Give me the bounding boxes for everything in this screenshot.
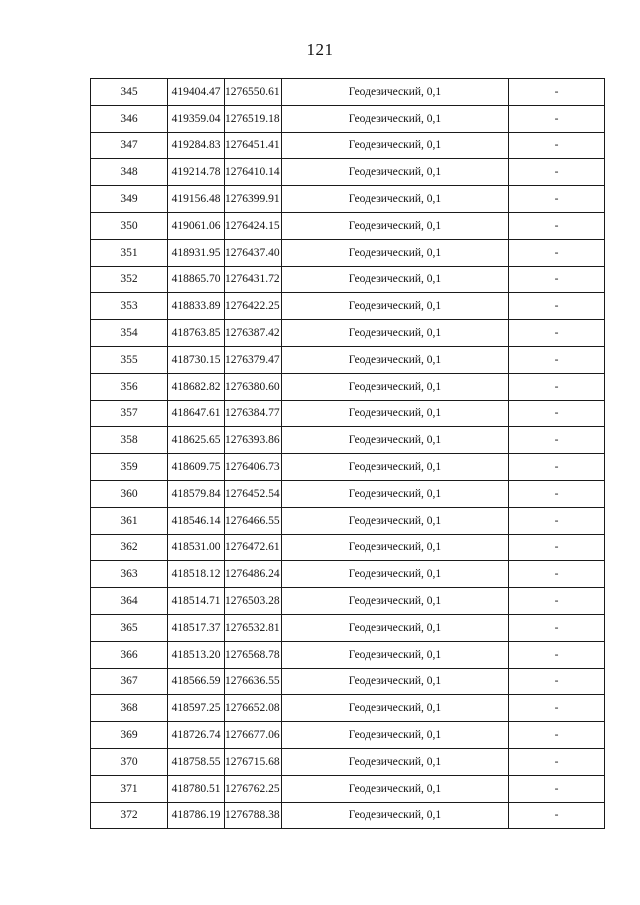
y-coordinate-cell: 1276568.78: [225, 641, 282, 668]
y-coordinate-cell: 1276384.77: [225, 400, 282, 427]
note-cell: -: [509, 454, 605, 481]
point-number-cell: 368: [91, 695, 168, 722]
note-cell: -: [509, 695, 605, 722]
point-number-cell: 365: [91, 614, 168, 641]
x-coordinate-cell: 418531.00: [168, 534, 225, 561]
method-accuracy-cell: Геодезический, 0,1: [282, 400, 509, 427]
table-row: [91, 668, 605, 695]
table-row: [91, 695, 605, 722]
method-accuracy-cell: Геодезический, 0,1: [282, 293, 509, 320]
table-row: [91, 561, 605, 588]
point-number-cell: 359: [91, 454, 168, 481]
note-cell: -: [509, 346, 605, 373]
x-coordinate-cell: 418518.12: [168, 561, 225, 588]
x-coordinate-cell: 418579.84: [168, 480, 225, 507]
note-cell: -: [509, 79, 605, 106]
point-number-cell: 372: [91, 802, 168, 829]
note-cell: -: [509, 614, 605, 641]
table-row: [91, 400, 605, 427]
note-cell: -: [509, 373, 605, 400]
x-coordinate-cell: 418780.51: [168, 775, 225, 802]
x-coordinate-cell: 419214.78: [168, 159, 225, 186]
table-row: [91, 239, 605, 266]
method-accuracy-cell: Геодезический, 0,1: [282, 212, 509, 239]
method-accuracy-cell: Геодезический, 0,1: [282, 427, 509, 454]
table-row: [91, 454, 605, 481]
method-accuracy-cell: Геодезический, 0,1: [282, 186, 509, 213]
note-cell: -: [509, 480, 605, 507]
table-row: [91, 534, 605, 561]
y-coordinate-cell: 1276636.55: [225, 668, 282, 695]
y-coordinate-cell: 1276472.61: [225, 534, 282, 561]
table-row: [91, 748, 605, 775]
point-number-cell: 353: [91, 293, 168, 320]
table-row: [91, 480, 605, 507]
method-accuracy-cell: Геодезический, 0,1: [282, 239, 509, 266]
method-accuracy-cell: Геодезический, 0,1: [282, 748, 509, 775]
point-number-cell: 348: [91, 159, 168, 186]
note-cell: -: [509, 588, 605, 615]
point-number-cell: 346: [91, 105, 168, 132]
point-number-cell: 363: [91, 561, 168, 588]
y-coordinate-cell: 1276437.40: [225, 239, 282, 266]
method-accuracy-cell: Геодезический, 0,1: [282, 480, 509, 507]
x-coordinate-cell: 418763.85: [168, 320, 225, 347]
note-cell: -: [509, 668, 605, 695]
coordinates-table: [90, 78, 605, 829]
x-coordinate-cell: 418514.71: [168, 588, 225, 615]
y-coordinate-cell: 1276788.38: [225, 802, 282, 829]
y-coordinate-cell: 1276762.25: [225, 775, 282, 802]
y-coordinate-cell: 1276503.28: [225, 588, 282, 615]
x-coordinate-cell: 418865.70: [168, 266, 225, 293]
method-accuracy-cell: Геодезический, 0,1: [282, 266, 509, 293]
y-coordinate-cell: 1276677.06: [225, 722, 282, 749]
point-number-cell: 350: [91, 212, 168, 239]
method-accuracy-cell: Геодезический, 0,1: [282, 641, 509, 668]
table-row: [91, 722, 605, 749]
x-coordinate-cell: 418566.59: [168, 668, 225, 695]
point-number-cell: 355: [91, 346, 168, 373]
point-number-cell: 369: [91, 722, 168, 749]
x-coordinate-cell: 419156.48: [168, 186, 225, 213]
point-number-cell: 354: [91, 320, 168, 347]
note-cell: -: [509, 534, 605, 561]
x-coordinate-cell: 418513.20: [168, 641, 225, 668]
table-row: [91, 159, 605, 186]
y-coordinate-cell: 1276424.15: [225, 212, 282, 239]
table-row: [91, 427, 605, 454]
x-coordinate-cell: 418833.89: [168, 293, 225, 320]
y-coordinate-cell: 1276715.68: [225, 748, 282, 775]
point-number-cell: 361: [91, 507, 168, 534]
table-row: [91, 641, 605, 668]
y-coordinate-cell: 1276410.14: [225, 159, 282, 186]
method-accuracy-cell: Геодезический, 0,1: [282, 561, 509, 588]
note-cell: -: [509, 561, 605, 588]
point-number-cell: 371: [91, 775, 168, 802]
table-row: [91, 320, 605, 347]
x-coordinate-cell: 418517.37: [168, 614, 225, 641]
method-accuracy-cell: Геодезический, 0,1: [282, 668, 509, 695]
x-coordinate-cell: 418546.14: [168, 507, 225, 534]
point-number-cell: 360: [91, 480, 168, 507]
note-cell: -: [509, 105, 605, 132]
x-coordinate-cell: 419404.47: [168, 79, 225, 106]
y-coordinate-cell: 1276431.72: [225, 266, 282, 293]
method-accuracy-cell: Геодезический, 0,1: [282, 454, 509, 481]
note-cell: -: [509, 748, 605, 775]
note-cell: -: [509, 775, 605, 802]
method-accuracy-cell: Геодезический, 0,1: [282, 775, 509, 802]
method-accuracy-cell: Геодезический, 0,1: [282, 534, 509, 561]
method-accuracy-cell: Геодезический, 0,1: [282, 105, 509, 132]
table-row: [91, 293, 605, 320]
method-accuracy-cell: Геодезический, 0,1: [282, 373, 509, 400]
note-cell: -: [509, 320, 605, 347]
point-number-cell: 347: [91, 132, 168, 159]
point-number-cell: 364: [91, 588, 168, 615]
x-coordinate-cell: 419061.06: [168, 212, 225, 239]
y-coordinate-cell: 1276379.47: [225, 346, 282, 373]
point-number-cell: 349: [91, 186, 168, 213]
x-coordinate-cell: 418609.75: [168, 454, 225, 481]
table-row: [91, 373, 605, 400]
y-coordinate-cell: 1276452.54: [225, 480, 282, 507]
x-coordinate-cell: 419284.83: [168, 132, 225, 159]
point-number-cell: 356: [91, 373, 168, 400]
method-accuracy-cell: Геодезический, 0,1: [282, 159, 509, 186]
y-coordinate-cell: 1276550.61: [225, 79, 282, 106]
table-row: [91, 105, 605, 132]
coordinates-table-body: [91, 79, 605, 829]
y-coordinate-cell: 1276486.24: [225, 561, 282, 588]
x-coordinate-cell: 418786.19: [168, 802, 225, 829]
table-row: [91, 79, 605, 106]
x-coordinate-cell: 418726.74: [168, 722, 225, 749]
table-row: [91, 132, 605, 159]
method-accuracy-cell: Геодезический, 0,1: [282, 507, 509, 534]
note-cell: -: [509, 212, 605, 239]
x-coordinate-cell: 418647.61: [168, 400, 225, 427]
method-accuracy-cell: Геодезический, 0,1: [282, 614, 509, 641]
table-row: [91, 802, 605, 829]
table-row: [91, 588, 605, 615]
note-cell: -: [509, 159, 605, 186]
x-coordinate-cell: 418730.15: [168, 346, 225, 373]
table-row: [91, 614, 605, 641]
method-accuracy-cell: Геодезический, 0,1: [282, 132, 509, 159]
method-accuracy-cell: Геодезический, 0,1: [282, 722, 509, 749]
y-coordinate-cell: 1276387.42: [225, 320, 282, 347]
point-number-cell: 351: [91, 239, 168, 266]
y-coordinate-cell: 1276466.55: [225, 507, 282, 534]
x-coordinate-cell: 418597.25: [168, 695, 225, 722]
table-row: [91, 507, 605, 534]
method-accuracy-cell: Геодезический, 0,1: [282, 588, 509, 615]
y-coordinate-cell: 1276406.73: [225, 454, 282, 481]
table-row: [91, 346, 605, 373]
point-number-cell: 367: [91, 668, 168, 695]
x-coordinate-cell: 418682.82: [168, 373, 225, 400]
note-cell: -: [509, 239, 605, 266]
x-coordinate-cell: 418758.55: [168, 748, 225, 775]
table-row: [91, 266, 605, 293]
x-coordinate-cell: 418625.65: [168, 427, 225, 454]
note-cell: -: [509, 293, 605, 320]
table-row: [91, 186, 605, 213]
note-cell: -: [509, 186, 605, 213]
method-accuracy-cell: Геодезический, 0,1: [282, 79, 509, 106]
point-number-cell: 370: [91, 748, 168, 775]
x-coordinate-cell: 419359.04: [168, 105, 225, 132]
point-number-cell: 345: [91, 79, 168, 106]
note-cell: -: [509, 641, 605, 668]
table-row: [91, 775, 605, 802]
point-number-cell: 366: [91, 641, 168, 668]
y-coordinate-cell: 1276451.41: [225, 132, 282, 159]
x-coordinate-cell: 418931.95: [168, 239, 225, 266]
method-accuracy-cell: Геодезический, 0,1: [282, 320, 509, 347]
note-cell: -: [509, 266, 605, 293]
note-cell: -: [509, 722, 605, 749]
note-cell: -: [509, 427, 605, 454]
y-coordinate-cell: 1276399.91: [225, 186, 282, 213]
point-number-cell: 352: [91, 266, 168, 293]
method-accuracy-cell: Геодезический, 0,1: [282, 695, 509, 722]
y-coordinate-cell: 1276532.81: [225, 614, 282, 641]
note-cell: -: [509, 400, 605, 427]
note-cell: -: [509, 802, 605, 829]
y-coordinate-cell: 1276380.60: [225, 373, 282, 400]
y-coordinate-cell: 1276393.86: [225, 427, 282, 454]
table-row: [91, 212, 605, 239]
method-accuracy-cell: Геодезический, 0,1: [282, 346, 509, 373]
point-number-cell: 357: [91, 400, 168, 427]
method-accuracy-cell: Геодезический, 0,1: [282, 802, 509, 829]
point-number-cell: 362: [91, 534, 168, 561]
page-number: 121: [306, 40, 334, 59]
note-cell: -: [509, 507, 605, 534]
y-coordinate-cell: 1276652.08: [225, 695, 282, 722]
point-number-cell: 358: [91, 427, 168, 454]
note-cell: -: [509, 132, 605, 159]
y-coordinate-cell: 1276422.25: [225, 293, 282, 320]
y-coordinate-cell: 1276519.18: [225, 105, 282, 132]
